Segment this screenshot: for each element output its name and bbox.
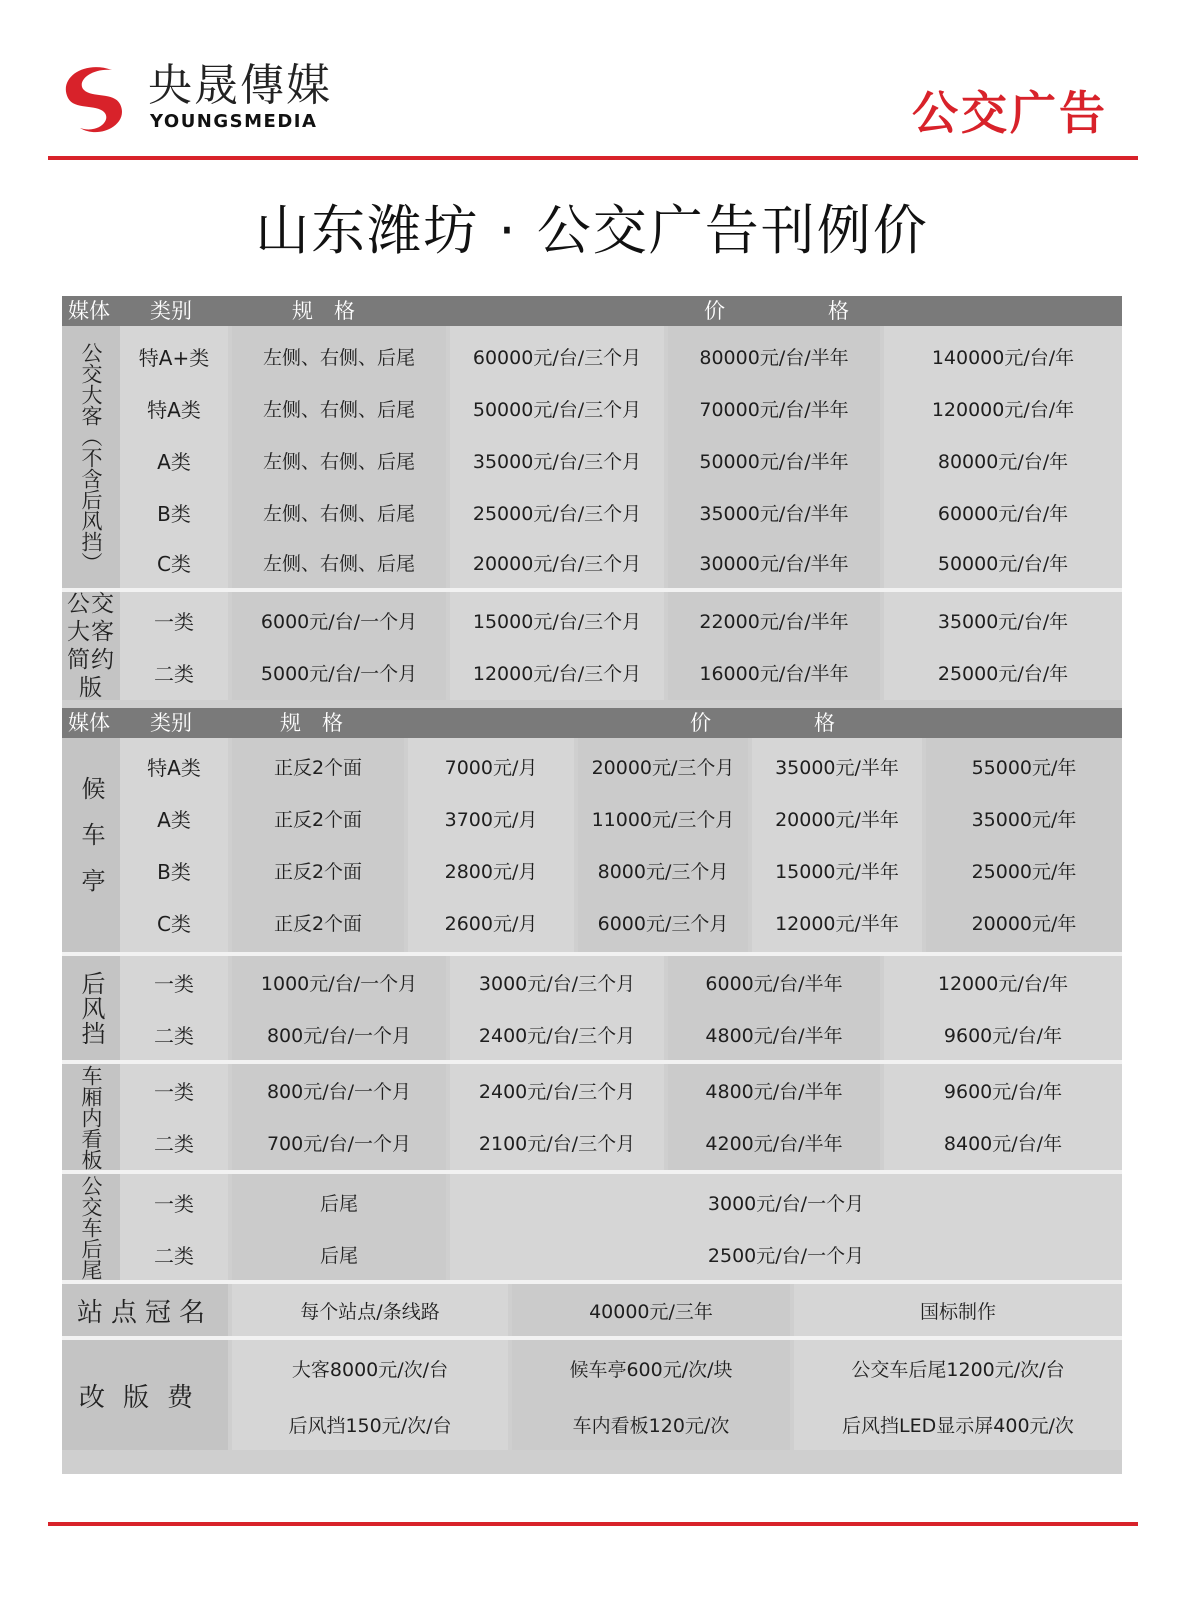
- cell-category: B类: [157, 501, 191, 526]
- table-header-2: [62, 708, 1122, 738]
- cell-spec: 正反2个面: [273, 912, 363, 935]
- cell-redesign-fee: 后风挡150元/次/台: [288, 1414, 452, 1437]
- cell-price-6m: 30000元/台/半年: [699, 552, 849, 575]
- section-label-bus-shelter: 候车亭: [62, 738, 120, 952]
- header-price-a: 价: [690, 711, 711, 735]
- cell-price-3m: 35000元/台/三个月: [472, 450, 642, 473]
- cell-price-3m: 6000元/三个月: [597, 912, 729, 935]
- cell-price-6m: 6000元/台/半年: [705, 972, 843, 995]
- header-spec: 规 格: [280, 711, 343, 735]
- cell-category: 一类: [154, 609, 194, 634]
- cell-price-6m: 80000元/台/半年: [699, 346, 849, 369]
- cell-spec: 后尾: [319, 1192, 358, 1215]
- page-title: 山东潍坊 · 公交广告刊例价: [255, 199, 929, 262]
- cell-price-1y: 8400元/台/年: [943, 1132, 1063, 1155]
- cell-category: 二类: [154, 1243, 194, 1268]
- cell-price-6m: 50000元/台/半年: [699, 450, 849, 473]
- cell-price-1m: 2500元/台/一个月: [707, 1244, 865, 1267]
- cell-naming-note: 国标制作: [919, 1300, 996, 1323]
- cell-category: 特A类: [147, 397, 201, 422]
- cell-price-6m: 4800元/台/半年: [705, 1080, 843, 1103]
- header-media: 媒体: [68, 299, 110, 323]
- cell-price-3m: 8000元/三个月: [597, 860, 729, 883]
- cell-price-1y: 140000元/台/年: [931, 346, 1075, 369]
- cell-price-1y: 60000元/台/年: [937, 502, 1069, 525]
- section-coach: [62, 326, 1122, 588]
- cell-category: 一类: [154, 1191, 194, 1216]
- cell-price-1m: 800元/台/一个月: [266, 1024, 412, 1047]
- cell-spec: 正反2个面: [273, 808, 363, 831]
- cell-price-1m: 7000元/月: [444, 756, 538, 779]
- cell-price-6m: 22000元/台/半年: [699, 610, 849, 633]
- company-logo: [54, 58, 374, 138]
- cell-spec: 左侧、右侧、后尾: [262, 398, 415, 421]
- cell-price-1m: 5000元/台/一个月: [260, 662, 418, 685]
- cell-category: C类: [157, 551, 191, 576]
- cell-spec: 正反2个面: [273, 860, 363, 883]
- cell-price-6m: 12000元/半年: [775, 912, 899, 935]
- header-price-a: 价: [704, 299, 725, 323]
- cell-price-6m: 70000元/台/半年: [699, 398, 849, 421]
- section-bus-shelter: [62, 738, 1122, 952]
- cell-price-1m: 2600元/月: [444, 912, 538, 935]
- cell-category: 一类: [154, 1079, 194, 1104]
- cell-price-3m: 2100元/台/三个月: [478, 1132, 636, 1155]
- cell-price-1m: 1000元/台/一个月: [260, 972, 418, 995]
- cell-price-1m: 6000元/台/一个月: [260, 610, 418, 633]
- header-category: 类别: [150, 711, 192, 735]
- cell-category: 一类: [154, 971, 194, 996]
- header-price-b: 格: [828, 299, 849, 323]
- cell-price-3m: 2400元/台/三个月: [478, 1024, 636, 1047]
- cell-price-3m: 60000元/台/三个月: [472, 346, 642, 369]
- footer-divider: [48, 1522, 1138, 1526]
- header-price-b: 格: [814, 711, 835, 735]
- cell-spec: 后尾: [319, 1244, 358, 1267]
- cell-spec: 左侧、右侧、后尾: [262, 502, 415, 525]
- cell-price-3m: 15000元/台/三个月: [472, 610, 642, 633]
- cell-redesign-fee: 车内看板120元/次: [572, 1414, 730, 1437]
- cell-category: 特A+类: [138, 345, 210, 370]
- cell-price-1y: 9600元/台/年: [943, 1024, 1063, 1047]
- cell-redesign-fee: 后风挡LED显示屏400元/次: [842, 1414, 1074, 1437]
- cell-price-1y: 20000元/年: [971, 912, 1077, 935]
- cell-price-6m: 16000元/台/半年: [699, 662, 849, 685]
- section-station-naming: [62, 1284, 1122, 1336]
- cell-category: 特A类: [147, 755, 201, 780]
- cell-spec: 正反2个面: [273, 756, 363, 779]
- cell-category: A类: [157, 449, 191, 474]
- cell-price-3m: 3000元/台/三个月: [478, 972, 636, 995]
- cell-category: 二类: [154, 1023, 194, 1048]
- cell-redesign-fee: 候车亭600元/次/块: [569, 1358, 733, 1381]
- cell-spec: 左侧、右侧、后尾: [262, 450, 415, 473]
- cell-category: 二类: [154, 1131, 194, 1156]
- header-media: 媒体: [68, 711, 110, 735]
- cell-price-6m: 35000元/台/半年: [699, 502, 849, 525]
- section-rear-windshield: [62, 956, 1122, 1060]
- cell-price-1m: 800元/台/一个月: [266, 1080, 412, 1103]
- cell-naming-price: 40000元/三年: [589, 1300, 713, 1323]
- cell-price-6m: 15000元/半年: [775, 860, 899, 883]
- cell-price-1y: 35000元/台/年: [937, 610, 1069, 633]
- cell-redesign-fee: 公交车后尾1200元/次/台: [851, 1358, 1065, 1381]
- cell-price-6m: 35000元/半年: [775, 756, 899, 779]
- cell-spec: 左侧、右侧、后尾: [262, 346, 415, 369]
- section-interior-board: [62, 1064, 1122, 1170]
- section-bus-rear: [62, 1174, 1122, 1280]
- cell-naming-scope: 每个站点/条线路: [300, 1300, 440, 1323]
- section-label-simple-coach: 公交大客简约版: [62, 592, 120, 700]
- header-spec: 规 格: [292, 299, 355, 323]
- header-category-tag: 公交广告: [912, 86, 1108, 140]
- table-header-1: [62, 296, 1122, 326]
- cell-price-1m: 3700元/月: [444, 808, 538, 831]
- cell-category: A类: [157, 807, 191, 832]
- cell-price-3m: 11000元/三个月: [591, 808, 735, 831]
- logo-swirl-icon: [54, 64, 134, 136]
- cell-price-1y: 25000元/台/年: [937, 662, 1069, 685]
- cell-price-6m: 4800元/台/半年: [705, 1024, 843, 1047]
- section-label-coach: 公交大客（不含后风挡）: [62, 326, 120, 588]
- cell-price-3m: 50000元/台/三个月: [472, 398, 642, 421]
- section-label-bus-rear: 公交车后尾: [62, 1174, 120, 1280]
- price-table: [62, 296, 1122, 1474]
- section-redesign-fee: [62, 1340, 1122, 1450]
- cell-price-1y: 55000元/年: [971, 756, 1077, 779]
- cell-price-1y: 80000元/台/年: [937, 450, 1069, 473]
- cell-price-1m: 2800元/月: [444, 860, 538, 883]
- cell-price-3m: 25000元/台/三个月: [472, 502, 642, 525]
- cell-category: 二类: [154, 661, 194, 686]
- cell-price-6m: 20000元/半年: [775, 808, 899, 831]
- cell-price-3m: 20000元/三个月: [591, 756, 735, 779]
- cell-price-1y: 25000元/年: [971, 860, 1077, 883]
- cell-price-1y: 9600元/台/年: [943, 1080, 1063, 1103]
- section-label-station-naming: 站点冠名: [62, 1284, 228, 1336]
- cell-price-3m: 12000元/台/三个月: [472, 662, 642, 685]
- header-divider: [48, 156, 1138, 160]
- section-label-rear-windshield: 后风挡: [62, 956, 120, 1060]
- cell-price-3m: 2400元/台/三个月: [478, 1080, 636, 1103]
- section-label-redesign-fee: 改版费: [62, 1340, 228, 1450]
- section-label-interior-board: 车厢内看板: [62, 1064, 120, 1170]
- cell-spec: 左侧、右侧、后尾: [262, 552, 415, 575]
- cell-category: C类: [157, 911, 191, 936]
- cell-price-6m: 4200元/台/半年: [705, 1132, 843, 1155]
- cell-price-3m: 20000元/台/三个月: [472, 552, 642, 575]
- cell-price-1y: 50000元/台/年: [937, 552, 1069, 575]
- cell-category: B类: [157, 859, 191, 884]
- cell-redesign-fee: 大客8000元/次/台: [291, 1358, 449, 1381]
- cell-price-1y: 120000元/台/年: [931, 398, 1075, 421]
- section-simple-coach: [62, 592, 1122, 700]
- logo-english-name: YOUNGSMEDIA: [150, 111, 318, 132]
- header-category: 类别: [150, 299, 192, 323]
- cell-price-1m: 3000元/台/一个月: [707, 1192, 865, 1215]
- cell-price-1m: 700元/台/一个月: [266, 1132, 412, 1155]
- cell-price-1y: 35000元/年: [971, 808, 1077, 831]
- cell-price-1y: 12000元/台/年: [937, 972, 1069, 995]
- logo-chinese-name: 央晟傳媒: [148, 60, 332, 111]
